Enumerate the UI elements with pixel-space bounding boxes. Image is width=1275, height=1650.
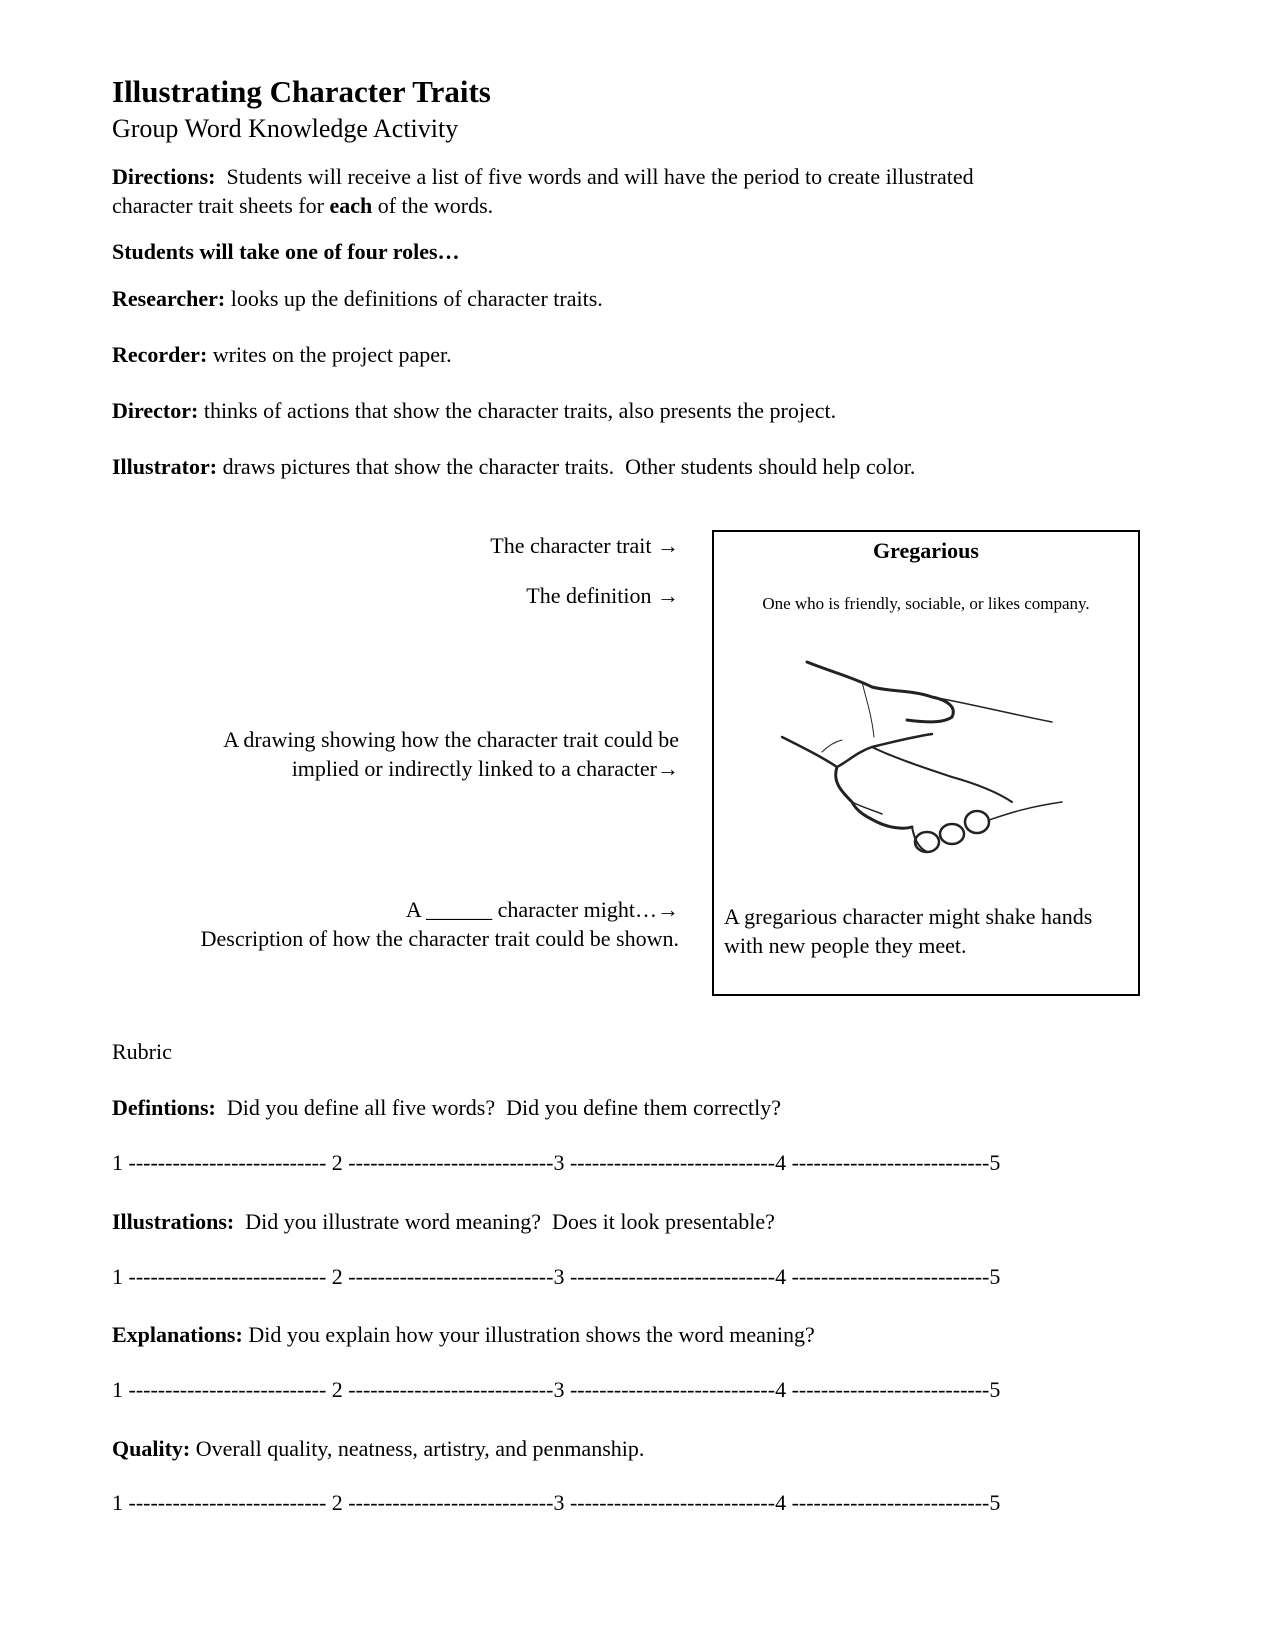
- example-trait-card: [712, 530, 1140, 996]
- rubric-heading: Rubric: [112, 1039, 172, 1064]
- directions-each: each: [329, 193, 373, 218]
- directions: [112, 162, 974, 220]
- page-subtitle: Group Word Knowledge Activity: [112, 114, 459, 143]
- guide-might-1: A ______ character might…→: [405, 897, 679, 922]
- rubric-quality: Quality: Overall quality, neatness, artistry, and penmanship.: [112, 1436, 645, 1461]
- guide-definition: The definition →: [526, 583, 679, 608]
- rubric-scale-definitions: 1 --------------------------- 2 ----------------------------3 ----------------------------4 ---------------------------5: [112, 1150, 1001, 1175]
- directions-text-2c: of the words.: [372, 193, 494, 218]
- handshake-icon: [762, 642, 1082, 872]
- guide-might-2: Description of how the character trait could be shown.: [200, 926, 679, 951]
- rubric-scale-quality: 1 --------------------------- 2 ----------------------------3 ----------------------------4 ---------------------------5: [112, 1490, 1001, 1515]
- roles-heading: Students will take one of four roles…: [112, 239, 460, 264]
- rubric-explanations: Explanations: Did you explain how your illustration shows the word meaning?: [112, 1322, 815, 1347]
- role-director: Director: thinks of actions that show the character traits, also presents the project.: [112, 398, 837, 423]
- example-word: Gregarious: [873, 538, 979, 563]
- role-recorder: Recorder: writes on the project paper.: [112, 342, 452, 367]
- guide-drawing-2: implied or indirectly linked to a character→: [291, 756, 679, 781]
- rubric-illustrations: Illustrations: Did you illustrate word meaning? Does it look presentable?: [112, 1209, 775, 1234]
- role-researcher: Researcher: looks up the definitions of character traits.: [112, 286, 603, 311]
- example-description: A gregarious character might shake hands with new people they meet.: [724, 904, 1093, 958]
- guide-drawing-1: A drawing showing how the character trait could be: [223, 727, 679, 752]
- rubric-scale-illustrations: 1 --------------------------- 2 ----------------------------3 ----------------------------4 ---------------------------5: [112, 1264, 1001, 1289]
- role-illustrator: Illustrator: draws pictures that show the character traits. Other students should help color.: [112, 454, 916, 479]
- page-title: Illustrating Character Traits: [112, 74, 491, 109]
- directions-label: Directions:: [112, 164, 216, 189]
- directions-text-2a: character trait sheets for: [112, 193, 330, 218]
- rubric-definitions: Defintions: Did you define all five words? Did you define them correctly?: [112, 1095, 781, 1120]
- guide-trait: The character trait →: [490, 533, 679, 558]
- directions-text-1: Students will receive a list of five words and will have the period to create illustrated: [215, 164, 974, 189]
- rubric-scale-explanations: 1 --------------------------- 2 ----------------------------3 ----------------------------4 ---------------------------5: [112, 1377, 1001, 1402]
- example-definition: One who is friendly, sociable, or likes company.: [762, 594, 1090, 613]
